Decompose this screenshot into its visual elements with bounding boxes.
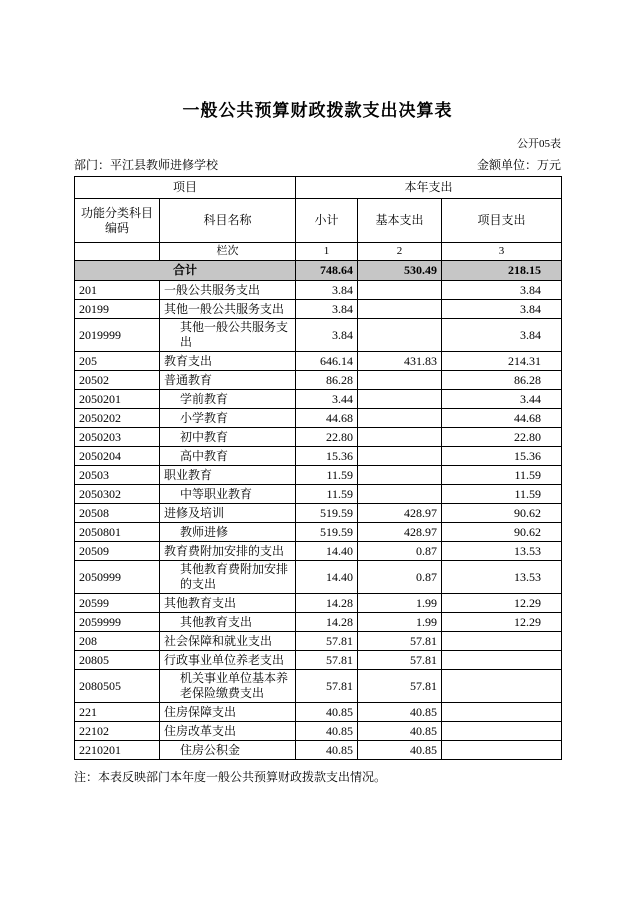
column-index-row [75,243,562,261]
row-project-expenditure: 15.36 [442,447,562,466]
row-project-expenditure: 11.59 [442,466,562,485]
row-subtotal: 57.81 [296,670,358,703]
row-subtotal: 519.59 [296,504,358,523]
row-function-code: 20199 [75,300,160,319]
row-subtotal: 14.28 [296,613,358,632]
row-function-code: 20502 [75,371,160,390]
row-basic-expenditure [358,390,442,409]
row-project-expenditure: 3.84 [442,319,562,352]
row-function-code: 208 [75,632,160,651]
row-project-expenditure [442,703,562,722]
row-subject-name: 教师进修 [160,523,296,542]
column-index-1: 1 [296,243,358,261]
table-number: 公开05表 [517,138,561,150]
row-subtotal: 22.80 [296,428,358,447]
table-row [75,428,562,447]
row-project-expenditure: 12.29 [442,594,562,613]
table-row [75,542,562,561]
row-basic-expenditure: 57.81 [358,632,442,651]
row-subject-name: 住房保障支出 [160,703,296,722]
row-basic-expenditure [358,371,442,390]
total-subtotal: 748.64 [296,261,358,281]
row-subtotal: 86.28 [296,371,358,390]
row-subtotal: 519.59 [296,523,358,542]
row-subject-name: 行政事业单位养老支出 [160,651,296,670]
row-basic-expenditure [358,300,442,319]
row-subject-name: 社会保障和就业支出 [160,632,296,651]
row-subject-name: 住房公积金 [160,741,296,760]
footnote: 注：本表反映部门本年度一般公共预算财政拨款支出情况。 [74,770,387,784]
table-row [75,371,562,390]
table-row [75,741,562,760]
row-function-code: 2050201 [75,390,160,409]
department-label: 部门：平江县教师进修学校 [74,158,219,172]
row-subtotal: 11.59 [296,466,358,485]
row-subtotal: 40.85 [296,703,358,722]
row-project-expenditure [442,632,562,651]
row-function-code: 20805 [75,651,160,670]
row-subtotal: 40.85 [296,722,358,741]
row-project-expenditure: 86.28 [442,371,562,390]
row-basic-expenditure: 40.85 [358,722,442,741]
row-subtotal: 57.81 [296,651,358,670]
row-function-code: 22102 [75,722,160,741]
table-row [75,651,562,670]
row-project-expenditure [442,670,562,703]
row-subject-name: 初中教育 [160,428,296,447]
row-subject-name: 机关事业单位基本养老保险缴费支出 [160,670,296,703]
row-basic-expenditure [358,319,442,352]
row-function-code: 2059999 [75,613,160,632]
row-basic-expenditure: 431.83 [358,352,442,371]
row-subtotal: 646.14 [296,352,358,371]
table-row [75,670,562,703]
row-project-expenditure: 22.80 [442,428,562,447]
row-basic-expenditure: 0.87 [358,542,442,561]
header-subject-name: 科目名称 [160,199,296,243]
header-subtotal: 小计 [296,199,358,243]
page-title: 一般公共预算财政拨款支出决算表 [182,101,453,120]
row-project-expenditure [442,741,562,760]
row-project-expenditure: 44.68 [442,409,562,428]
row-subtotal: 11.59 [296,485,358,504]
row-function-code: 2050202 [75,409,160,428]
column-index-empty-cell [75,243,160,261]
total-basic: 530.49 [358,261,442,281]
row-project-expenditure: 13.53 [442,561,562,594]
table-row [75,703,562,722]
row-basic-expenditure: 57.81 [358,651,442,670]
row-basic-expenditure: 0.87 [358,561,442,594]
table-row [75,409,562,428]
row-subject-name: 小学教育 [160,409,296,428]
table-row [75,466,562,485]
header-group-row [75,177,562,199]
table-row [75,594,562,613]
table-row [75,523,562,542]
row-project-expenditure: 13.53 [442,542,562,561]
table-row [75,352,562,371]
table-row [75,319,562,352]
row-subtotal: 44.68 [296,409,358,428]
row-project-expenditure: 12.29 [442,613,562,632]
row-function-code: 221 [75,703,160,722]
row-basic-expenditure: 40.85 [358,741,442,760]
row-subject-name: 住房改革支出 [160,722,296,741]
row-function-code: 20503 [75,466,160,485]
column-index-3: 3 [442,243,562,261]
header-year-expenditure-group: 本年支出 [296,177,562,199]
row-subject-name: 教育支出 [160,352,296,371]
row-function-code: 2050801 [75,523,160,542]
row-subtotal: 3.84 [296,300,358,319]
header-item-group: 项目 [75,177,296,199]
row-subject-name: 学前教育 [160,390,296,409]
row-subject-name: 其他一般公共服务支出 [160,319,296,352]
header-project-expenditure: 项目支出 [442,199,562,243]
row-project-expenditure: 90.62 [442,504,562,523]
row-function-code: 2080505 [75,670,160,703]
row-function-code: 2050203 [75,428,160,447]
row-function-code: 20599 [75,594,160,613]
row-subtotal: 15.36 [296,447,358,466]
row-subject-name: 其他教育支出 [160,613,296,632]
table-row [75,504,562,523]
document-page [74,0,561,785]
row-subject-name: 中等职业教育 [160,485,296,504]
row-subject-name: 高中教育 [160,447,296,466]
row-project-expenditure: 3.44 [442,390,562,409]
row-function-code: 20509 [75,542,160,561]
header-columns-row [75,199,562,243]
row-function-code: 201 [75,281,160,300]
row-project-expenditure: 3.84 [442,281,562,300]
row-basic-expenditure: 428.97 [358,504,442,523]
row-subject-name: 其他教育费附加安排的支出 [160,561,296,594]
row-function-code: 2019999 [75,319,160,352]
row-function-code: 2050302 [75,485,160,504]
row-basic-expenditure [358,466,442,485]
table-row [75,613,562,632]
table-row [75,561,562,594]
row-subject-name: 其他教育支出 [160,594,296,613]
table-row [75,390,562,409]
total-project: 218.15 [442,261,562,281]
row-subtotal: 14.40 [296,561,358,594]
table-row [75,447,562,466]
table-row [75,485,562,504]
row-subject-name: 普通教育 [160,371,296,390]
row-function-code: 2050204 [75,447,160,466]
row-subtotal: 57.81 [296,632,358,651]
row-function-code: 205 [75,352,160,371]
row-project-expenditure: 214.31 [442,352,562,371]
column-index-2: 2 [358,243,442,261]
row-subject-name: 一般公共服务支出 [160,281,296,300]
table-row [75,300,562,319]
header-basic-expenditure: 基本支出 [358,199,442,243]
row-basic-expenditure: 1.99 [358,613,442,632]
unit-label: 金额单位：万元 [476,158,561,172]
row-basic-expenditure [358,485,442,504]
budget-table [74,176,562,760]
table-row [75,632,562,651]
row-subtotal: 3.44 [296,390,358,409]
row-subtotal: 40.85 [296,741,358,760]
row-function-code: 2210201 [75,741,160,760]
column-index-label: 栏次 [160,243,296,261]
row-function-code: 20508 [75,504,160,523]
row-basic-expenditure: 57.81 [358,670,442,703]
row-project-expenditure: 90.62 [442,523,562,542]
row-project-expenditure [442,651,562,670]
row-subtotal: 3.84 [296,319,358,352]
total-row [75,261,562,281]
row-subject-name: 职业教育 [160,466,296,485]
row-basic-expenditure [358,281,442,300]
row-basic-expenditure: 1.99 [358,594,442,613]
table-row [75,281,562,300]
row-subject-name: 教育费附加安排的支出 [160,542,296,561]
table-row [75,722,562,741]
total-row-label: 合计 [75,261,296,281]
row-project-expenditure [442,722,562,741]
row-subject-name: 进修及培训 [160,504,296,523]
row-subtotal: 3.84 [296,281,358,300]
meta-row [74,156,561,173]
row-subject-name: 其他一般公共服务支出 [160,300,296,319]
row-subtotal: 14.28 [296,594,358,613]
row-basic-expenditure: 40.85 [358,703,442,722]
row-basic-expenditure: 428.97 [358,523,442,542]
row-basic-expenditure [358,428,442,447]
row-basic-expenditure [358,409,442,428]
row-function-code: 2050999 [75,561,160,594]
row-project-expenditure: 11.59 [442,485,562,504]
row-basic-expenditure [358,447,442,466]
row-subtotal: 14.40 [296,542,358,561]
header-function-code: 功能分类科目编码 [75,199,160,243]
row-project-expenditure: 3.84 [442,300,562,319]
